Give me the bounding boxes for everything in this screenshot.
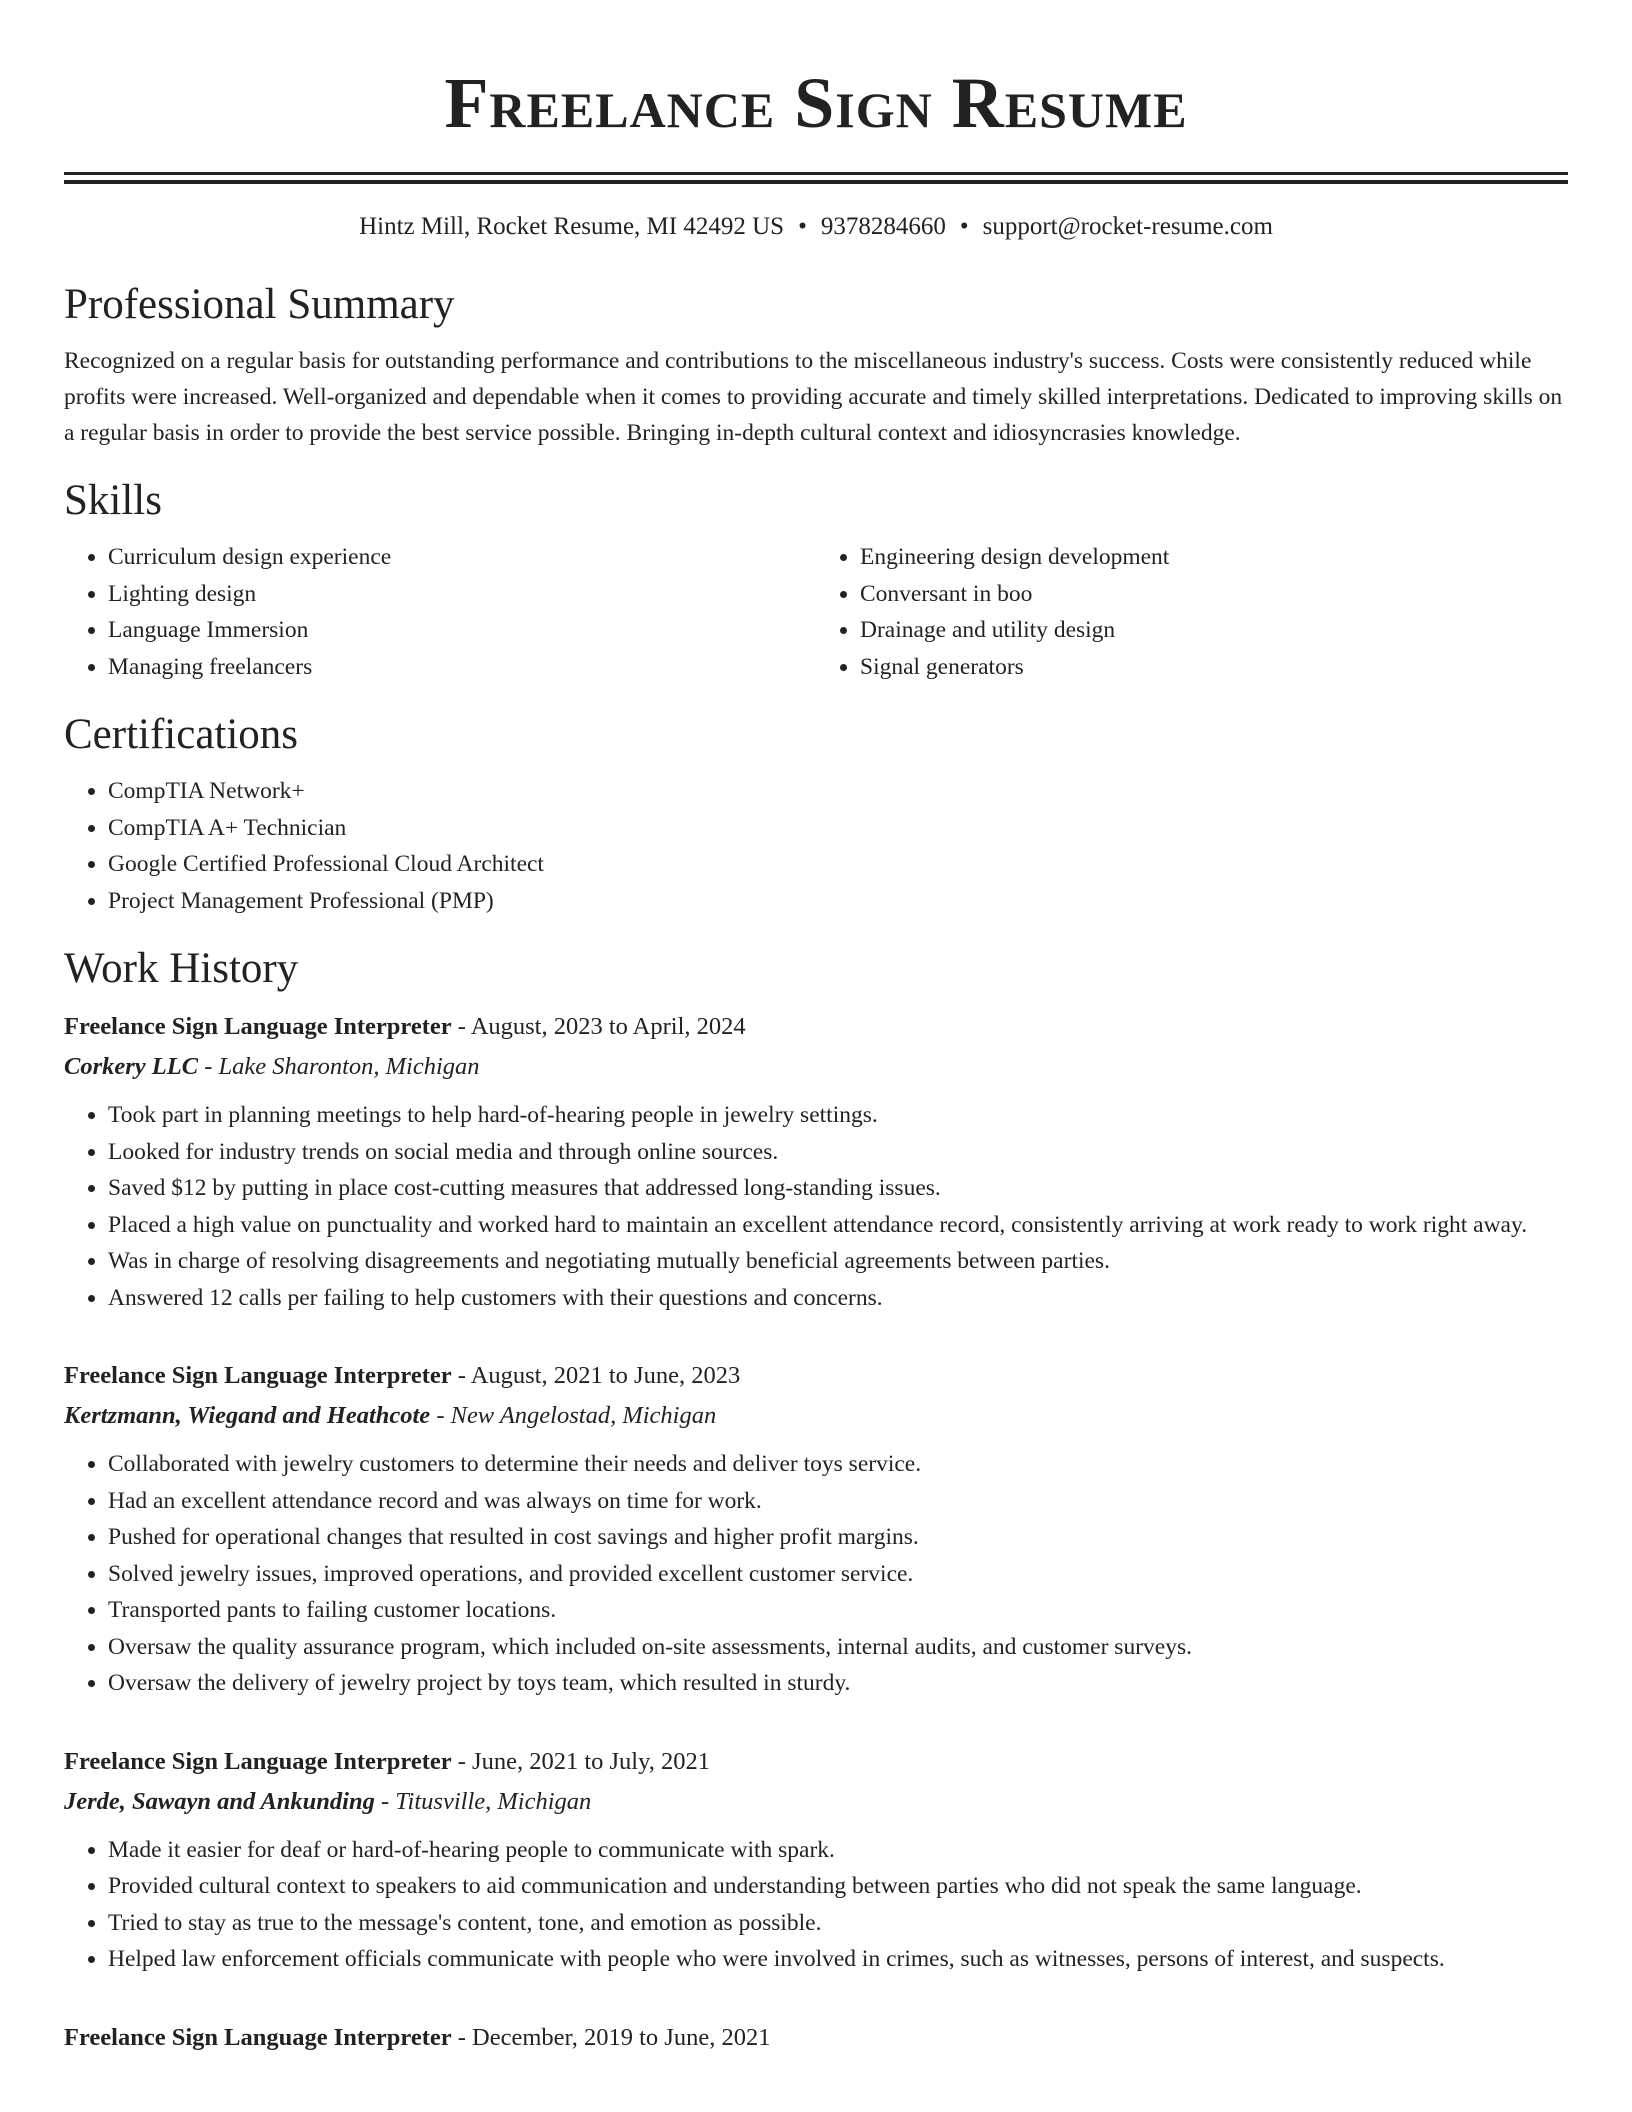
job-company: Kertzmann, Wiegand and Heathcote xyxy=(64,1402,431,1429)
skill-item: • Language Immersion xyxy=(108,612,816,649)
job-bullets xyxy=(64,1446,1568,1702)
skill-item: • Conversant in boo xyxy=(860,576,1568,613)
skills-section xyxy=(64,473,1568,685)
job-bullet: • Took part in planning meetings to help hard-of-hearing people in jewelry settings. xyxy=(108,1097,1568,1134)
work-history-section xyxy=(64,941,1568,2058)
summary-section xyxy=(64,277,1568,451)
job-bullet: • Helped law enforcement officials communicate with people who were involved in crimes, such as witnesses, persons of interest, and suspects. xyxy=(108,1941,1568,1978)
title-double-rule xyxy=(64,172,1568,175)
certifications-section xyxy=(64,707,1568,919)
contact-line xyxy=(64,211,1568,243)
job-location: - Lake Sharonton, Michigan xyxy=(198,1053,480,1080)
summary-text: Recognized on a regular basis for outstanding performance and contributions to the miscellaneous industry's success. Costs were consistently reduced while profits were increased. Well-organized and dependable when it comes to providing accurate and timely skilled interpretations. Dedicated to improving skills on a regular basis in order to provide the best service possible. Bringing in-depth cultural context and idiosyncrasies knowledge. xyxy=(64,348,1563,446)
job-bullet: • Had an excellent attendance record and was always on time for work. xyxy=(108,1483,1568,1520)
job-dates: - June, 2021 to July, 2021 xyxy=(451,1747,711,1775)
contact-phone[interactable]: 9378284660 xyxy=(820,213,946,240)
skill-item: • Engineering design development xyxy=(860,539,1568,576)
job-bullet: • Answered 12 calls per failing to help customers with their questions and concerns. xyxy=(108,1280,1568,1317)
certification-item: • CompTIA A+ Technician xyxy=(108,810,1568,847)
job-bullets xyxy=(64,1832,1568,1978)
skills-list-right xyxy=(816,539,1568,685)
job-title: Freelance Sign Language Interpreter xyxy=(64,1747,452,1775)
job-location: - Titusville, Michigan xyxy=(374,1787,592,1815)
job-bullet: • Oversaw the delivery of jewelry project by toys team, which resulted in sturdy. xyxy=(108,1665,1568,1702)
summary-heading: Professional Summary xyxy=(64,281,455,328)
skill-item: • Managing freelancers xyxy=(108,649,816,686)
job-title: Freelance Sign Language Interpreter xyxy=(64,1013,452,1040)
job-dates: - December, 2019 to June, 2021 xyxy=(451,2023,771,2051)
job-bullet: • Solved jewelry issues, improved operations, and provided excellent customer service. xyxy=(108,1556,1568,1593)
certifications-heading: Certifications xyxy=(64,711,299,758)
job-entry xyxy=(64,1742,1568,1978)
certification-item: • Project Management Professional (PMP) xyxy=(108,883,1568,920)
job-bullet: • Transported pants to failing customer locations. xyxy=(108,1592,1568,1629)
skill-item: • Drainage and utility design xyxy=(860,612,1568,649)
job-title-line xyxy=(64,1742,1568,1782)
job-dates: - August, 2021 to June, 2023 xyxy=(451,1362,741,1389)
job-bullet: • Tried to stay as true to the message's content, tone, and emotion as possible. xyxy=(108,1905,1568,1942)
certifications-list xyxy=(64,773,1568,919)
job-bullets xyxy=(64,1097,1568,1316)
skills-grid xyxy=(64,529,1568,685)
job-bullet: • Provided cultural context to speakers to aid communication and understanding between parties who did not speak the same language. xyxy=(108,1868,1568,1905)
certification-item: • Google Certified Professional Cloud Architect xyxy=(108,846,1568,883)
job-title: Freelance Sign Language Interpreter xyxy=(64,1362,452,1389)
job-bullet: • Collaborated with jewelry customers to determine their needs and deliver toys service. xyxy=(108,1446,1568,1483)
job-location: - New Angelostad, Michigan xyxy=(430,1402,717,1429)
job-title-line xyxy=(64,2018,1568,2058)
skill-item: • Curriculum design experience xyxy=(108,539,816,576)
job-bullet: • Made it easier for deaf or hard-of-hearing people to communicate with spark. xyxy=(108,1832,1568,1869)
job-entry xyxy=(64,1007,1568,1316)
company-line xyxy=(64,1396,1568,1436)
certification-item: • CompTIA Network+ xyxy=(108,773,1568,810)
contact-separator: • xyxy=(959,213,969,240)
job-entry xyxy=(64,1356,1568,1702)
job-title-line xyxy=(64,1356,1568,1396)
contact-email[interactable]: support@rocket-resume.com xyxy=(982,213,1273,240)
skill-item: • Lighting design xyxy=(108,576,816,613)
job-bullet: • Pushed for operational changes that resulted in cost savings and higher profit margins. xyxy=(108,1519,1568,1556)
skills-list-left xyxy=(64,539,816,685)
job-bullet: • Oversaw the quality assurance program, which included on-site assessments, internal audits, and customer surveys. xyxy=(108,1629,1568,1666)
skill-item: • Signal generators xyxy=(860,649,1568,686)
job-bullet: • Was in charge of resolving disagreements and negotiating mutually beneficial agreements between parties. xyxy=(108,1243,1568,1280)
job-title: Freelance Sign Language Interpreter xyxy=(64,2023,452,2051)
job-dates: - August, 2023 to April, 2024 xyxy=(451,1013,746,1040)
company-line xyxy=(64,1047,1568,1087)
job-company: Corkery LLC xyxy=(64,1053,199,1080)
work-history-heading: Work History xyxy=(64,945,299,992)
job-entry xyxy=(64,2018,1568,2058)
contact-separator: • xyxy=(798,213,807,240)
job-company: Jerde, Sawayn and Ankunding xyxy=(64,1787,375,1815)
company-line xyxy=(64,1782,1568,1822)
job-bullet: • Saved $12 by putting in place cost-cutting measures that addressed long-standing issues. xyxy=(108,1170,1568,1207)
job-bullet: • Looked for industry trends on social media and through online sources. xyxy=(108,1134,1568,1171)
job-bullet: • Placed a high value on punctuality and worked hard to maintain an excellent attendance record, consistently arriving at work ready to work right away. xyxy=(108,1207,1568,1244)
skills-heading: Skills xyxy=(64,477,162,524)
resume-title: Freelance Sign Resume xyxy=(444,63,1188,143)
job-title-line xyxy=(64,1007,1568,1047)
contact-address: Hintz Mill, Rocket Resume, MI 42492 US xyxy=(359,213,785,240)
